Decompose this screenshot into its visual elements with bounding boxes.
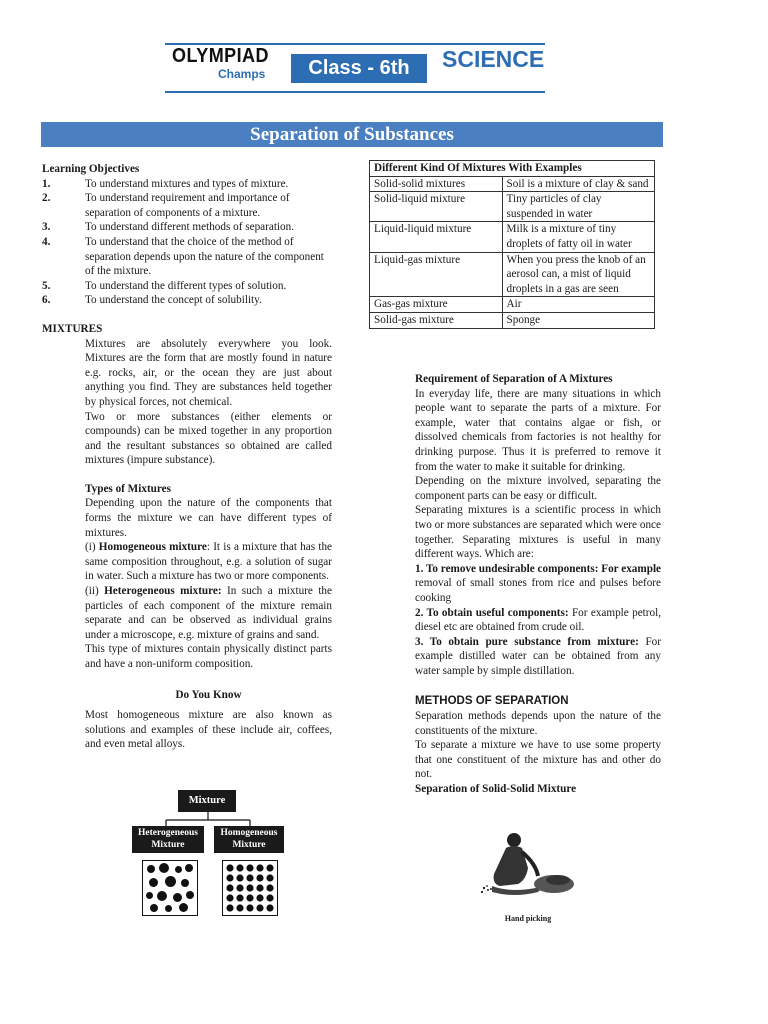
- objectives-list: [42, 177, 332, 308]
- list-item: 1. To understand mixtures and types of mixture.: [42, 177, 289, 190]
- brand-tagline: Champs: [218, 67, 266, 81]
- right-column: [415, 372, 661, 797]
- left-column: [42, 162, 332, 752]
- mixtures-heading: MIXTURES: [42, 322, 103, 335]
- learning-objectives-heading: Learning Objectives: [42, 163, 140, 175]
- class-label: Class - 6th: [291, 54, 427, 83]
- heterogeneous-definition: (ii) Heterogeneous mixture: In such a mixture the particles of each component of the mixture remain separate and can be observed as individual grains under a microscope, e.g. mixture of grains and sand.: [85, 585, 332, 641]
- table-row: Liquid-gas mixture When you press the knob of an aerosol can, a mist of liquid droplets in a gas are seen: [370, 252, 655, 297]
- list-item: 2. To understand requirement and importance of separation of components of a mixture.: [42, 192, 290, 219]
- hand-picking-caption: Hand picking: [504, 913, 552, 923]
- mixture-diagram: [128, 786, 288, 926]
- methods-paragraph-2: To separate a mixture we have to use some property that one constituent of the mixture has and other do not.: [415, 739, 661, 781]
- homogeneous-definition: (i) Homogeneous mixture: It is a mixture that has the same composition throughout, e.g. a solution of sugar in water. Such a mixture has two or more components.: [85, 541, 332, 583]
- table-row: Gas-gas mixture Air: [370, 297, 655, 313]
- methods-heading: METHODS OF SEPARATION: [415, 695, 569, 708]
- mixtures-paragraph-2: Two or more substances (either elements or compounds) can be mixed together in any proportion and the resultant substances so obtained are called mixtures (impure substance).: [85, 410, 332, 467]
- do-you-know-heading: Do You Know: [175, 688, 242, 701]
- mixtures-paragraph-1: Mixtures are absolutely everywhere you look. Mixtures are the form that are mostly found in nature e.g. rocks, air, or the ocean they are just about anything you find. They are substances held together by physical forces, not chemical.: [85, 337, 332, 408]
- table-heading: Different Kind Of Mixtures With Examples: [370, 161, 655, 177]
- table-row: Liquid-liquid mixture Milk is a mixture of tiny droplets of fatty oil in water: [370, 222, 655, 252]
- table-row: Solid-solid mixtures Soil is a mixture of clay & sand: [370, 176, 655, 192]
- solid-solid-heading: Separation of Solid-Solid Mixture: [415, 783, 577, 796]
- diagram-heterogeneous: Heterogeneous Mixture: [132, 826, 204, 853]
- methods-paragraph-1: Separation methods depends upon the nature of the constituents of the mixture.: [415, 710, 661, 737]
- list-item: 5. To understand the different types of solution.: [42, 279, 287, 292]
- homogeneous-particles-icon: [222, 860, 278, 916]
- list-item: 6. To understand the concept of solubility.: [42, 294, 262, 307]
- diagram-root: Mixture: [178, 790, 236, 812]
- person-sorting-icon: [478, 828, 578, 906]
- heterogeneous-particles-icon: [142, 860, 198, 916]
- list-item: 4. To understand that the choice of the method of separation depends upon the nature of the component of the mixture.: [42, 235, 324, 278]
- page-title: Separation of Substances: [41, 122, 663, 147]
- diagram-homogeneous: Homogeneous Mixture: [214, 826, 284, 853]
- list-item: 3. To understand different methods of separation.: [42, 221, 295, 234]
- do-you-know-text: Most homogeneous mixture are also known as solutions and examples of these include air, coffees, and even metal alloys.: [85, 709, 332, 751]
- types-closing: This type of mixtures contain physically distinct parts and have a non-uniform composition.: [85, 643, 332, 670]
- subject-label: SCIENCE: [442, 46, 545, 72]
- types-heading: Types of Mixtures: [85, 482, 171, 495]
- types-intro: Depending upon the nature of the components that forms the mixture we can have different types of mixtures.: [85, 497, 332, 539]
- table-row: Solid-liquid mixture Tiny particles of clay suspended in water: [370, 192, 655, 222]
- brand-name: OLYMPIAD: [172, 45, 269, 67]
- mixtures-table: [369, 160, 655, 329]
- requirement-heading: Requirement of Separation of A Mixtures: [415, 373, 613, 385]
- requirement-paragraph-2: Depending on the mixture involved, separating the component parts can be easy or difficult.: [415, 475, 661, 502]
- requirement-point-3: 3. To obtain pure substance from mixture: For example distilled water can be obtained from any water sample by simple distillation.: [415, 635, 661, 677]
- requirement-paragraph-1: In everyday life, there are many situations in which people want to separate the parts of a mixture. For example, water that contains algae or fish, or dissolved chemicals from factories is not healthy for drinking purpose. Thus it is preferred to remove it from the water to make it suitable for drinking.: [415, 387, 661, 473]
- requirement-point-1: 1. To remove undesirable components: For example removal of small stones from rice and pulses before cooking: [415, 562, 662, 604]
- mixtures-table-wrapper: [369, 160, 655, 329]
- hand-picking-illustration: [478, 828, 578, 923]
- requirement-paragraph-3: Separating mixtures is a scientific process in which two or more substances are separated which were once together. Separating mixtures is useful in many different ways. Which are:: [415, 504, 661, 561]
- requirement-point-2: 2. To obtain useful components: For example petrol, diesel etc are obtained from crude oil.: [415, 606, 662, 634]
- table-row: Solid-gas mixture Sponge: [370, 312, 655, 328]
